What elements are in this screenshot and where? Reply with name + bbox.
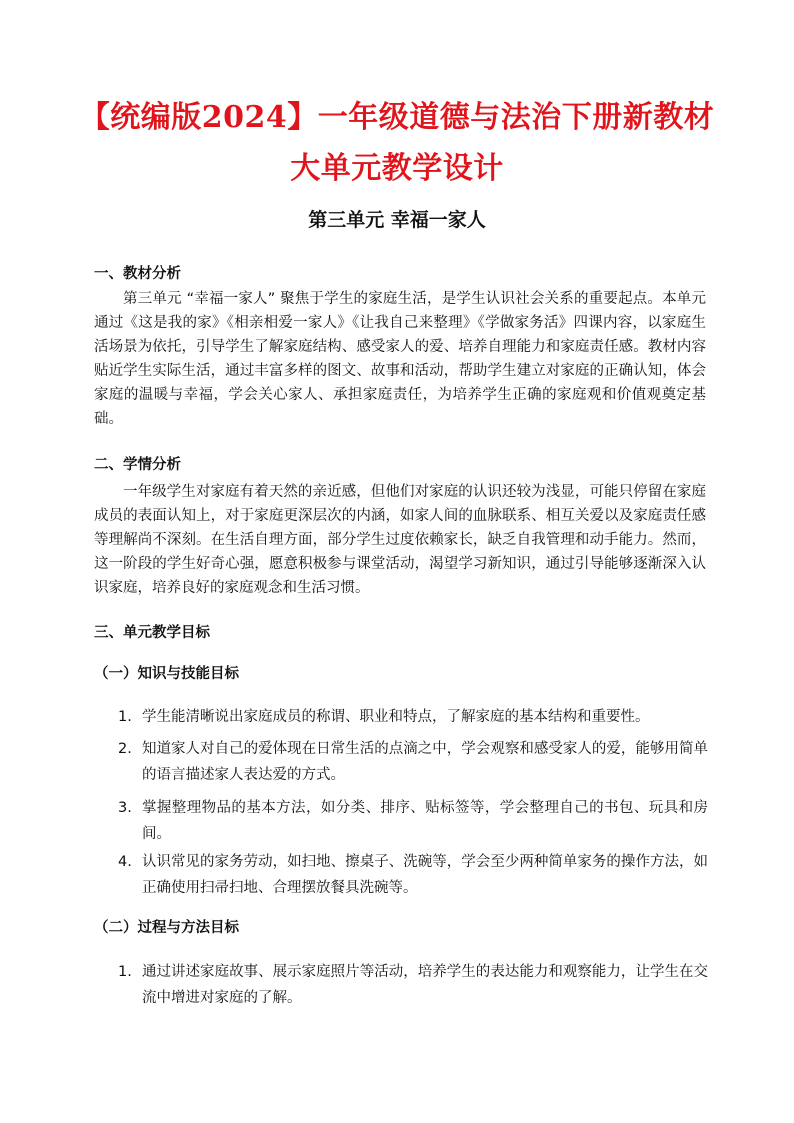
section-paragraph-learner-analysis: 一年级学生对家庭有着天然的亲近感，但他们对家庭的认识还较为浅显，可能只停留在家庭成员的表面认知上，对于家庭更深层次的内涵，如家人间的血脉联系、相互关爱以及家庭责任感等理解尚不深刻。在生活自理方面，部分学生过度依赖家长，缺乏自我管理和动手能力。然而，这一阶段的学生好奇心强，愿意积极参与课堂活动，渴望学习新知识，通过引导能够逐渐深入认识家庭，培养良好的家庭观念和生活习惯。 (94, 484, 706, 596)
section-heading-textbook-analysis: 一、教材分析 (94, 266, 181, 282)
goal-item-text: 通过讲述家庭故事、展示家庭照片等活动，培养学生的表达能力和观察能力，让学生在交流中增进对家庭的了解。 (142, 964, 708, 1006)
document-title-line2: 大单元教学设计 (290, 151, 504, 186)
goal-item-number: 2. (118, 741, 132, 757)
goal-item-number: 1. (118, 709, 132, 725)
unit-title: 第三单元 幸福一家人 (308, 209, 486, 231)
section-heading-learner-analysis: 二、学情分析 (94, 457, 181, 473)
goal-item-text: 学生能清晰说出家庭成员的称谓、职业和特点，了解家庭的基本结构和重要性。 (142, 709, 650, 725)
goal-item (118, 795, 708, 847)
section-heading-unit-goals: 三、单元教学目标 (94, 625, 210, 641)
goal-group-heading-process-method: （二）过程与方法目标 (94, 920, 239, 936)
goal-item-text: 认识常见的家务劳动，如扫地、擦桌子、洗碗等，学会至少两种简单家务的操作方法，如正确使用扫帚扫地、合理摆放餐具洗碗等。 (142, 854, 708, 896)
goal-group-heading-knowledge: （一）知识与技能目标 (94, 666, 239, 682)
goal-item (118, 849, 708, 901)
goal-item-number: 4. (118, 854, 132, 870)
goal-item-text: 知道家人对自己的爱体现在日常生活的点滴之中，学会观察和感受家人的爱，能够用简单的语言描述家人表达爱的方式。 (142, 741, 708, 783)
goal-item (118, 704, 708, 730)
goal-item-number: 3. (118, 800, 132, 816)
section-paragraph-textbook-analysis: 第三单元 “幸福一家人” 聚焦于学生的家庭生活，是学生认识社会关系的重要起点。本单元通过《这是我的家》《相亲相爱一家人》《让我自己来整理》《学做家务活》四课内容，以家庭生活场景为依托，引导学生了解家庭结构、感受家人的爱、培养自理能力和家庭责任感。教材内容贴近学生实际生活，通过丰富多样的图文、故事和活动，帮助学生建立对家庭的正确认知，体会家庭的温暖与幸福，学会关心家人、承担家庭责任，为培养学生正确的家庭观和价值观奠定基础。 (94, 291, 706, 427)
goal-item-number: 1. (118, 964, 132, 980)
goal-item (118, 959, 708, 1011)
document-title-line1: 【统编版2024】一年级道德与法治下册新教材 (79, 100, 715, 135)
goal-item-text: 掌握整理物品的基本方法，如分类、排序、贴标签等，学会整理自己的书包、玩具和房间。 (142, 800, 708, 842)
goal-item (118, 736, 708, 788)
